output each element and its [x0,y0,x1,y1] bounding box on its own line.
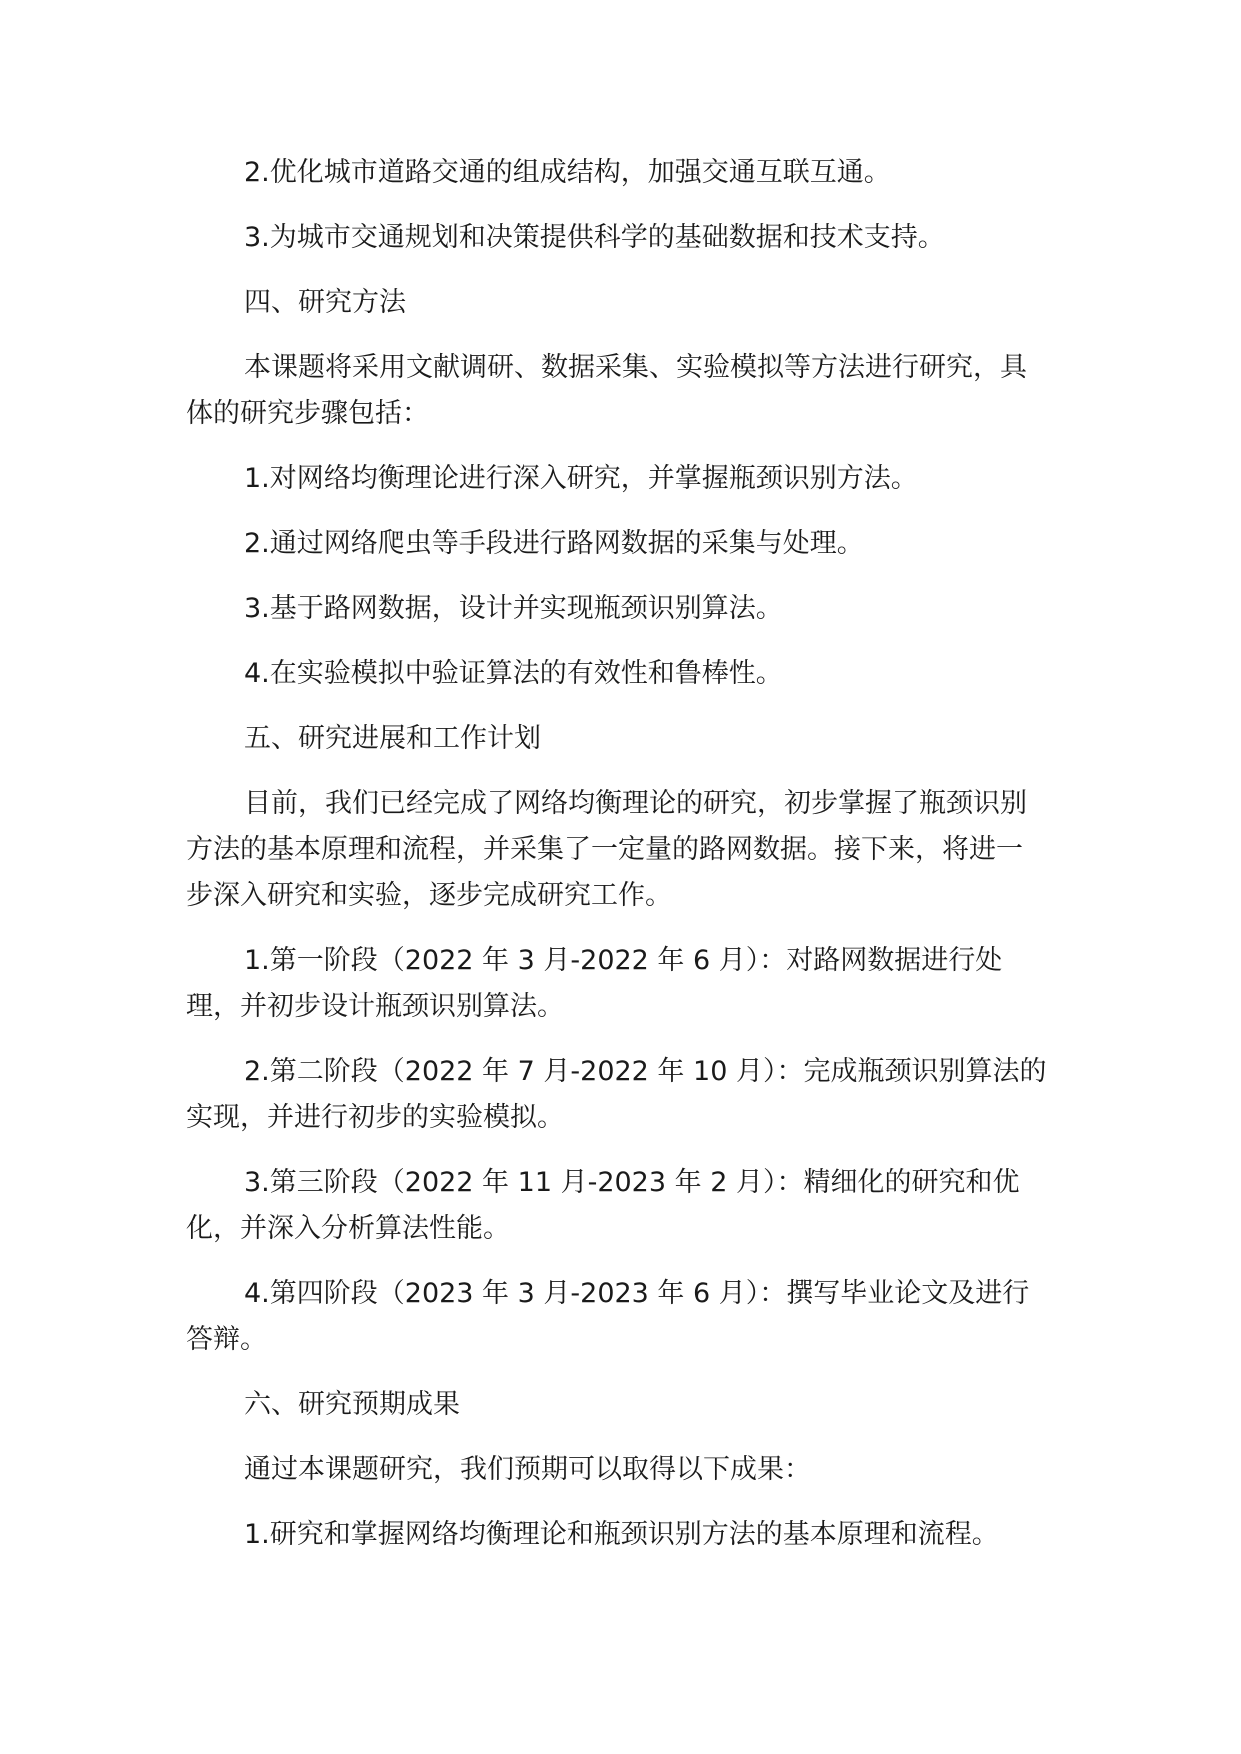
paragraph-outcomes-intro: 通过本课题研究，我们预期可以取得以下成果： [244,1454,811,1485]
section-heading-outcomes: 六、研究预期成果 [244,1389,460,1420]
list-item-goal-3: 3.为城市交通规划和决策提供科学的基础数据和技术支持。 [244,222,945,253]
section-heading-methods: 四、研究方法 [244,287,406,318]
list-item-outcome-1: 1.研究和掌握网络均衡理论和瓶颈识别方法的基本原理和流程。 [244,1519,999,1550]
list-item-method-4: 4.在实验模拟中验证算法的有效性和鲁棒性。 [244,658,783,689]
list-item-method-2: 2.通过网络爬虫等手段进行路网数据的采集与处理。 [244,528,864,559]
list-item-method-3: 3.基于路网数据，设计并实现瓶颈识别算法。 [244,593,783,624]
document-body [186,150,1048,1577]
section-heading-progress: 五、研究进展和工作计划 [244,723,541,754]
list-item-stage-1: 1.第一阶段（2022 年 3 月-2022 年 6 月）：对路网数据进行处理，并初步设计瓶颈识别算法。 [186,945,1003,1022]
list-item-stage-4: 4.第四阶段（2023 年 3 月-2023 年 6 月）：撰写毕业论文及进行答辩。 [186,1278,1030,1355]
list-item-stage-3: 3.第三阶段（2022 年 11 月-2023 年 2 月）：精细化的研究和优化，并深入分析算法性能。 [186,1167,1020,1244]
list-item-stage-2: 2.第二阶段（2022 年 7 月-2022 年 10 月）：完成瓶颈识别算法的实现，并进行初步的实验模拟。 [186,1056,1047,1133]
paragraph-progress: 目前，我们已经完成了网络均衡理论的研究，初步掌握了瓶颈识别方法的基本原理和流程，并采集了一定量的路网数据。接下来，将进一步深入研究和实验，逐步完成研究工作。 [186,788,1027,911]
list-item-goal-2: 2.优化城市道路交通的组成结构，加强交通互联互通。 [244,157,891,188]
paragraph-methods-intro: 本课题将采用文献调研、数据采集、实验模拟等方法进行研究，具体的研究步骤包括： [186,352,1027,429]
list-item-method-1: 1.对网络均衡理论进行深入研究，并掌握瓶颈识别方法。 [244,463,918,494]
